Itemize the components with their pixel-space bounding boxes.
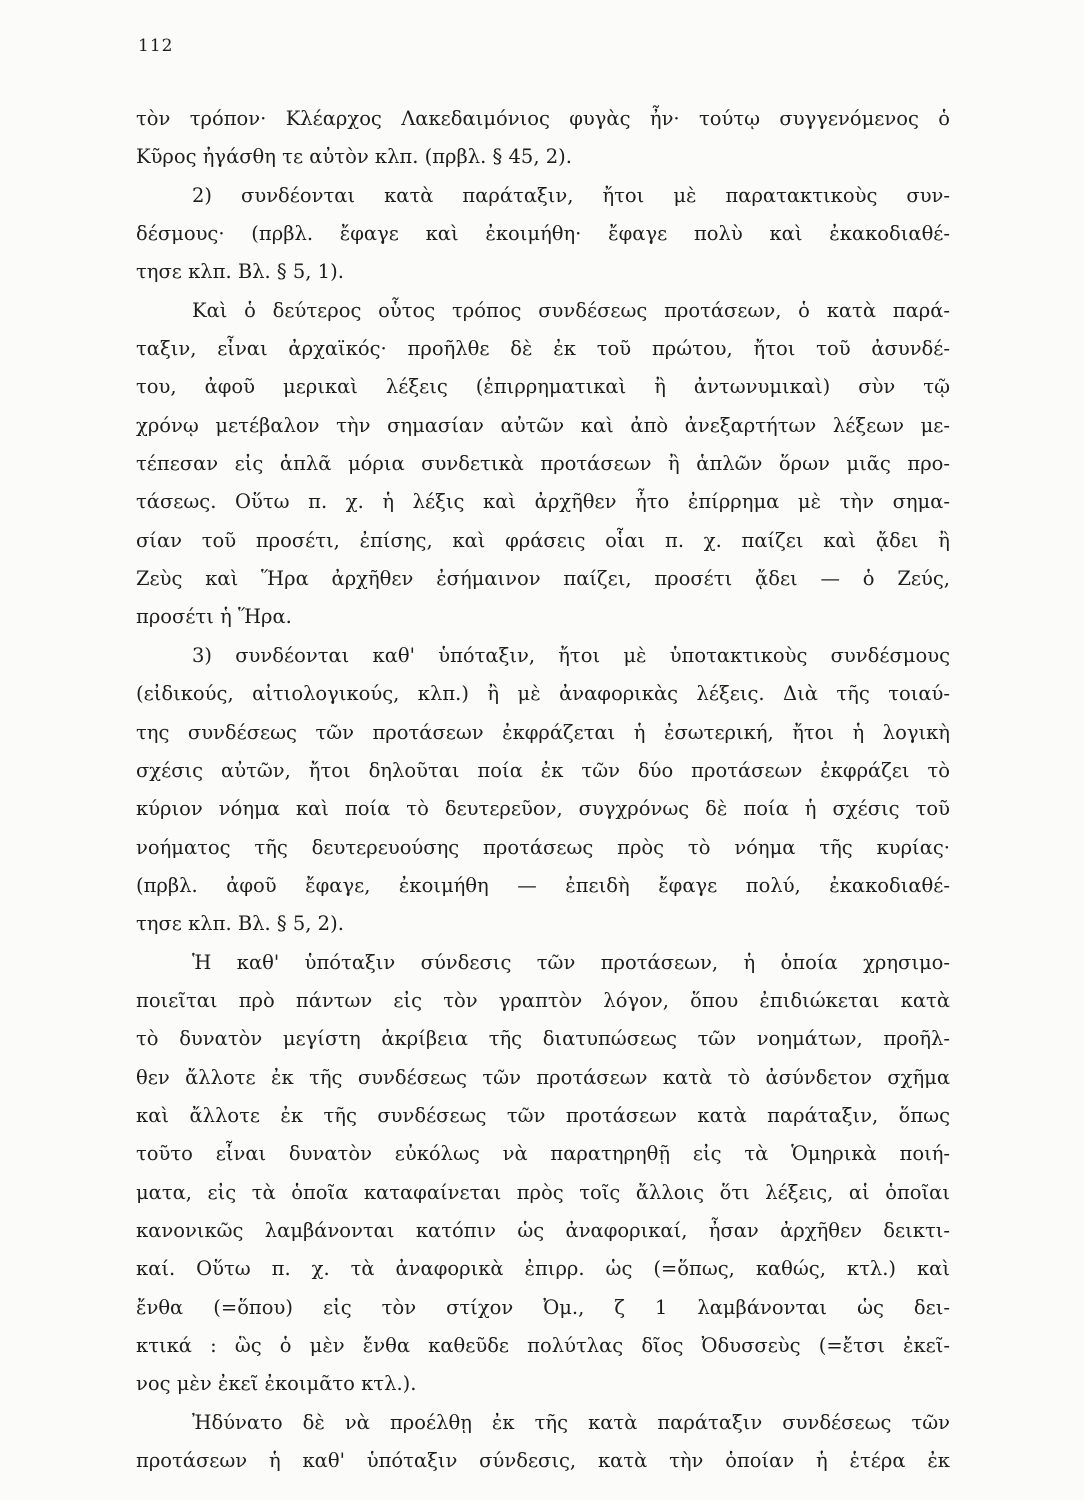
text-line: προτάσεων ἡ καθ' ὑπόταξιν σύνδεσις, κατὰ τὴν ὁποίαν ἡ ἑτέρα ἐκ	[136, 1449, 950, 1473]
text-line: καί. Οὕτω π. χ. τὰ ἀναφορικὰ ἐπιρρ. ὡς (=ὅπως, καθώς, κτλ.) καὶ	[136, 1257, 950, 1281]
text-line: σίαν τοῦ προσέτι, ἐπίσης, καὶ φράσεις οἷαι π. χ. παίζει καὶ ᾄδει ἢ	[136, 528, 950, 552]
text-line: τησε κλπ. Βλ. § 5, 2).	[136, 912, 344, 936]
text-line: Ἡ καθ' ὑπόταξιν σύνδεσις τῶν προτάσεων, ἡ ὁποία χρησιμο-	[192, 950, 950, 974]
text-line: δέσμους· (πρβλ. ἔφαγε καὶ ἐκοιμήθη· ἔφαγε πολὺ καὶ ἐκακοδιαθέ-	[136, 222, 950, 246]
text-line: ἔνθα (=ὅπου) εἰς τὸν στίχον Ὀμ., ζ 1 λαμβάνονται ὡς δει-	[136, 1295, 950, 1319]
text-line: Καὶ ὁ δεύτερος οὗτος τρόπος συνδέσεως προτάσεων, ὁ κατὰ παρά-	[192, 298, 950, 322]
text-line: 2) συνδέονται κατὰ παράταξιν, ἤτοι μὲ παρατακτικοὺς συν-	[192, 183, 950, 207]
text-line: τὸν τρόπον· Κλέαρχος Λακεδαιμόνιος φυγὰς ἦν· τούτῳ συγγενόμενος ὁ	[136, 107, 950, 130]
text-line: Κῦρος ἠγάσθη τε αὐτὸν κλπ. (πρβλ. § 45, 2).	[136, 145, 572, 169]
page-number: 112	[138, 36, 174, 56]
text-line: κτικά : ὣς ὁ μὲν ἔνθα καθεῦδε πολύτλας δῖος Ὀδυσσεὺς (=ἔτσι ἐκεῖ-	[136, 1334, 950, 1357]
text-line: τοῦτο εἶναι δυνατὸν εὐκόλως νὰ παρατηρηθῇ εἰς τὰ Ὁμηρικὰ ποιή-	[136, 1142, 950, 1166]
text-line: τησε κλπ. Βλ. § 5, 1).	[136, 260, 344, 284]
text-line: ματα, εἰς τὰ ὁποῖα καταφαίνεται πρὸς τοῖς ἄλλοις ὅτι λέξεις, αἱ ὁποῖαι	[136, 1180, 950, 1204]
text-line: χρόνῳ μετέβαλον τὴν σημασίαν αὐτῶν καὶ ἀπὸ ἀνεξαρτήτων λέξεων με-	[136, 413, 950, 437]
text-line: (εἰδικούς, αἰτιολογικούς, κλπ.) ἢ μὲ ἀναφορικὰς λέξεις. Διὰ τῆς τοιαύ-	[136, 682, 950, 706]
text-line: καὶ ἄλλοτε ἐκ τῆς συνδέσεως τῶν προτάσεων κατὰ παράταξιν, ὅπως	[136, 1103, 950, 1127]
text-line: θεν ἄλλοτε ἐκ τῆς συνδέσεως τῶν προτάσεων κατὰ τὸ ἀσύνδετον σχῆμα	[136, 1065, 950, 1089]
text-line: ταξιν, εἶναι ἀρχαϊκός· προῆλθε δὲ ἐκ τοῦ πρώτου, ἤτοι τοῦ ἀσυνδέ-	[136, 337, 950, 361]
text-line: τάσεως. Οὕτω π. χ. ἡ λέξις καὶ ἀρχῆθεν ἦτο ἐπίρρημα μὲ τὴν σημα-	[136, 490, 950, 514]
body-text	[136, 100, 950, 1480]
text-line: της συνδέσεως τῶν προτάσεων ἐκφράζεται ἡ ἐσωτερική, ἤτοι ἡ λογικὴ	[136, 720, 950, 744]
text-line: τέπεσαν εἰς ἁπλᾶ μόρια συνδετικὰ προτάσεων ἢ ἁπλῶν ὅρων μιᾶς προ-	[136, 452, 950, 476]
text-line: Ἠδύνατο δὲ νὰ προέλθῃ ἐκ τῆς κατὰ παράταξιν συνδέσεως τῶν	[192, 1410, 950, 1434]
text-line: κανονικῶς λαμβάνονται κατόπιν ὡς ἀναφορικαί, ἦσαν ἀρχῆθεν δεικτι-	[136, 1218, 950, 1242]
text-line: (πρβλ. ἀφοῦ ἔφαγε, ἐκοιμήθη — ἐπειδὴ ἔφαγε πολύ, ἐκακοδιαθέ-	[136, 873, 950, 897]
text-line: Ζεὺς καὶ Ἥρα ἀρχῆθεν ἐσήμαινον παίζει, προσέτι ᾄδει — ὁ Ζεύς,	[136, 567, 950, 591]
text-line: του, ἀφοῦ μερικαὶ λέξεις (ἐπιρρηματικαὶ ἢ ἀντωνυμικαὶ) σὺν τῷ	[136, 375, 950, 399]
text-line: νοήματος τῆς δευτερευούσης προτάσεως πρὸς τὸ νόημα τῆς κυρίας·	[136, 835, 950, 859]
text-line: 3) συνδέονται καθ' ὑπόταξιν, ἤτοι μὲ ὑποτακτικοὺς συνδέσμους	[192, 643, 950, 667]
text-line: νος μὲν ἐκεῖ ἐκοιμᾶτο κτλ.).	[136, 1372, 417, 1396]
text-line: τὸ δυνατὸν μεγίστη ἀκρίβεια τῆς διατυπώσεως τῶν νοημάτων, προῆλ-	[136, 1027, 950, 1051]
text-line: κύριον νόημα καὶ ποία τὸ δευτερεῦον, συγχρόνως δὲ ποία ἡ σχέσις τοῦ	[136, 797, 950, 821]
text-line: ποιεῖται πρὸ πάντων εἰς τὸν γραπτὸν λόγον, ὅπου ἐπιδιώκεται κατὰ	[136, 988, 950, 1012]
text-line: σχέσις αὐτῶν, ἤτοι δηλοῦται ποία ἐκ τῶν δύο προτάσεων ἐκφράζει τὸ	[136, 758, 950, 782]
text-line: προσέτι ἡ Ἥρα.	[136, 605, 292, 629]
